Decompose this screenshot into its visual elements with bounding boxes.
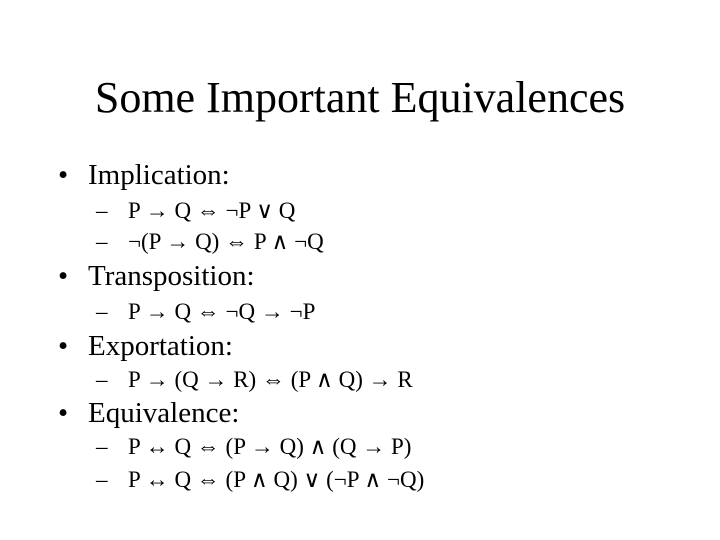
- formula: P ↔ Q ⇔ (P ∧ Q) ∨ (¬P ∧ ¬Q): [128, 467, 425, 492]
- bullet-implication: [58, 157, 230, 193]
- sub-item-implication-1: [96, 196, 295, 226]
- formula: P → (Q → R) ⇔ (P ∧ Q) → R: [128, 367, 413, 392]
- bullet-heading: Implication:: [88, 159, 230, 191]
- formula: P → Q ⇔ ¬P ∨ Q: [128, 198, 296, 223]
- bullet-exportation: [58, 328, 233, 364]
- formula: P → Q ⇔ ¬Q → ¬P: [128, 299, 316, 324]
- formula: ¬(P → Q) ⇔ P ∧ ¬Q: [128, 229, 324, 254]
- formula: P ↔ Q ⇔ (P → Q) ∧ (Q → P): [128, 434, 412, 459]
- bullet-dot: •: [58, 260, 69, 292]
- bullet-equivalence: [58, 395, 239, 431]
- sub-dash: –: [96, 299, 108, 324]
- sub-dash: –: [96, 367, 108, 392]
- sub-item-implication-2: [96, 227, 324, 257]
- sub-dash: –: [96, 434, 108, 459]
- bullet-heading: Transposition:: [88, 260, 255, 292]
- sub-item-exportation-1: [96, 365, 413, 395]
- bullet-dot: •: [58, 397, 69, 429]
- sub-item-equivalence-2: [96, 465, 424, 495]
- sub-item-equivalence-1: [96, 432, 411, 462]
- bullet-heading: Equivalence:: [88, 397, 240, 429]
- bullet-heading: Exportation:: [88, 330, 233, 362]
- bullet-dot: •: [58, 159, 69, 191]
- sub-dash: –: [96, 229, 108, 254]
- sub-dash: –: [96, 467, 108, 492]
- bullet-dot: •: [58, 330, 69, 362]
- bullet-transposition: [58, 258, 255, 294]
- sub-item-transposition-1: [96, 297, 315, 327]
- slide-title: Some Important Equivalences: [94, 73, 626, 122]
- sub-dash: –: [96, 198, 108, 223]
